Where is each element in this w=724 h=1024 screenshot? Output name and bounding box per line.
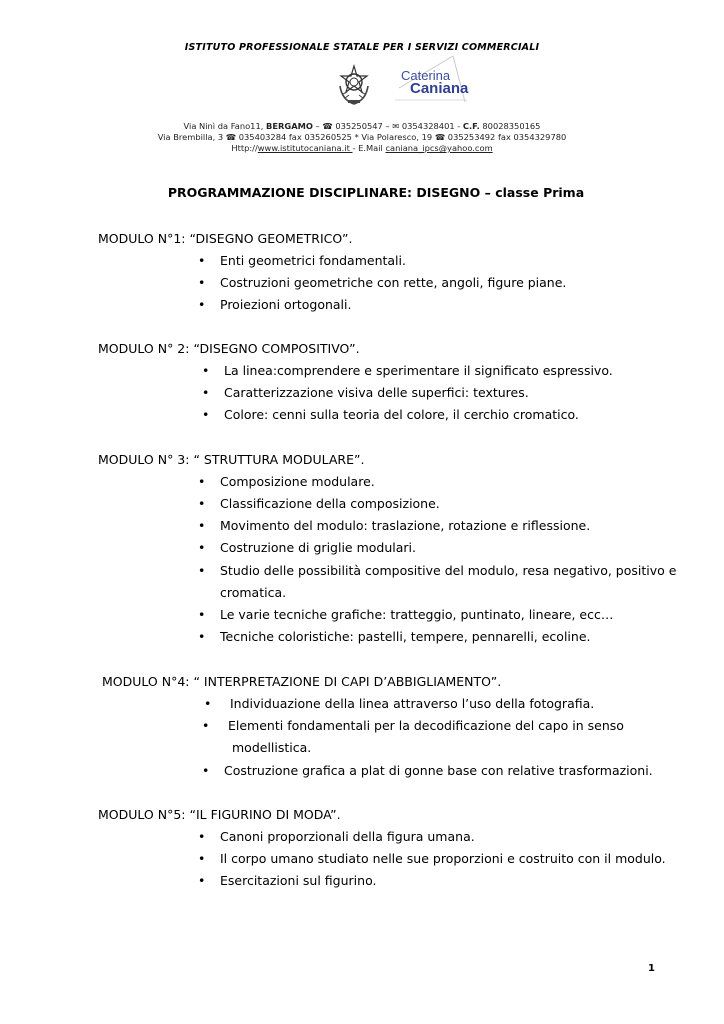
document-page: ISTITUTO PROFESSIONALE STATALE PER I SERVIZI COMMERCIALI Caterina Caniana Via Ninì da Fano11, BERGAMO – ☎ 035250547 – ✉ 0354328401 - C.F. 80028350165 Via Brembilla, 3 ☎ 035403284 fax 035260525 * Via Polaresco, 19 ☎ 035253492 fax 0354329780 Http://www.istitutocaniana.it - E.Mail caniana_ipcs@yahoo.com PROGRAMMAZIONE DISCIPLINARE: DISEGNO – classe Prima MODULO N°1: “DISEGNO GEOMETRICO”. • Enti geometrici fondamentali. • Costruzioni geometriche con rette, angoli, figure piane. • Proiezioni ortogonali. MODULO N° 2: “DISEGNO COMPOSITIVO”. • La linea:comprendere e sperimentare il significato espressivo. • Caratterizzazione visiva delle superfici: textures. • Colore: cenni sulla teoria del colore, il cerchio cromatico. MODULO N° 3: “ STRUTTURA MODULARE”. • Composizione modulare. • Classificazione della composizione. • Movimento del modulo: traslazione, rotazione e riflessione. • Costruzione di griglie modulari. • Studio delle possibilità compositive del modulo, resa negativo, positivo e cromatica. • Le varie tecniche grafiche: tratteggio, puntinato, lineare, ecc… • Tecniche coloristiche: pastelli, tempere, pennarelli, ecoline. MODULO N°4: “ INTERPRETAZIONE DI CAPI D’ABBIGLIAMENTO”. • Individuazione della linea attraverso l’uso della fotografia. • Elementi fondamentali per la decodificazione del capo in senso modellistica. • Costruzione grafica a plat di gonne base con relative trasformazioni. MODULO N°5: “IL FIGURINO DI MODA”. • Canoni proporzionali della figura umana. • Il corpo umano studiato nelle sue proporzioni e costruito con il modulo. • Esercitazioni sul figurino. 1: [0, 0, 724, 1024]
module-heading: MODULO N° 2: “DISEGNO COMPOSITIVO”.: [98, 341, 360, 356]
list-item-continuation: cromatica.: [220, 585, 287, 600]
module-heading: MODULO N° 3: “ STRUTTURA MODULARE”.: [98, 452, 365, 467]
website-link[interactable]: www.istitutocaniana.it: [257, 143, 353, 153]
logo-text-caterina: Caterina: [401, 68, 451, 83]
email-link[interactable]: caniana_ipcs@yahoo.com: [385, 143, 493, 153]
module-heading: MODULO N°1: “DISEGNO GEOMETRICO”.: [98, 231, 353, 246]
document-title: PROGRAMMAZIONE DISCIPLINARE: DISEGNO – classe Prima: [167, 185, 585, 200]
list-item-continuation: modellistica.: [232, 740, 312, 755]
page-number: 1: [648, 963, 655, 974]
school-logo: [393, 54, 469, 106]
address-line-1: Via Ninì da Fano11, BERGAMO – ☎ 035250547 – ✉ 0354328401 - C.F. 80028350165: [183, 121, 541, 131]
address-line-3: Http://www.istitutocaniana.it - E.Mail caniana_ipcs@yahoo.com: [231, 143, 493, 153]
logo-text-caniana: Caniana: [410, 80, 469, 97]
module-heading: MODULO N°5: “IL FIGURINO DI MODA”.: [98, 807, 341, 822]
module-heading: MODULO N°4: “ INTERPRETAZIONE DI CAPI D’ABBIGLIAMENTO”.: [102, 674, 502, 689]
address-line-2: Via Brembilla, 3 ☎ 035403284 fax 035260525 * Via Polaresco, 19 ☎ 035253492 fax 0354329780: [157, 132, 567, 142]
institute-name: ISTITUTO PROFESSIONALE STATALE PER I SERVIZI COMMERCIALI: [184, 42, 540, 53]
italian-republic-emblem-icon: [336, 64, 372, 106]
